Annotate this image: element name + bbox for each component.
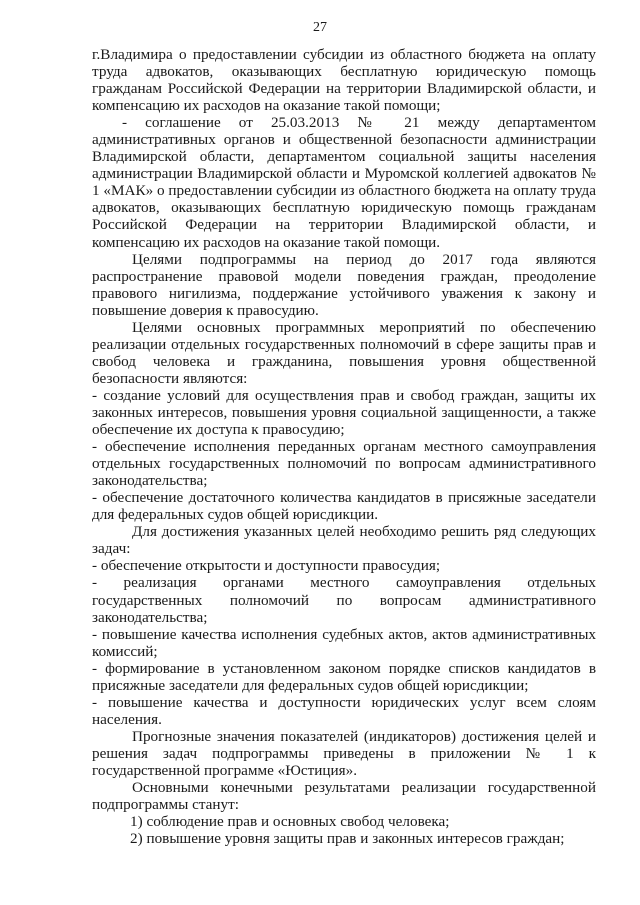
- task-item: - повышение качества и доступности юридических услуг всем слоям населения.: [92, 693, 596, 728]
- paragraph: г.Владимира о предоставлении субсидии из областного бюджета на оплату труда адвокатов, оказывающих бесплатную юридическую помощь гражданам Российской Федерации на территории Владимирской области, и компенсацию их расходов на оказание такой помощи;: [92, 46, 596, 115]
- task-item: - формирование в установленном законом порядке списков кандидатов в присяжные заседатели для федеральных судов общей юрисдикции;: [92, 659, 596, 694]
- paragraph-results-intro: Основными конечными результатами реализации государственной подпрограммы станут:: [92, 779, 596, 814]
- task-item: - повышение качества исполнения судебных актов, актов административных комиссий;: [92, 625, 596, 660]
- page-number: 27: [313, 20, 327, 35]
- agreement-item: - соглашение от 25.03.2013 № 21 между департаментом административных органов и общественной безопасности администрации Владимирской области, департаментом социальной защиты населения администрации Владимирской области и Муромской коллегией адвокатов № 1 «МАК» о предоставлении субсидии из областного бюджета на оплату труда адвокатов, оказывающих бесплатную юридическую помощь гражданам Российской Федерации на территории Владимирской области, и компенсацию их расходов на оказание такой помощи.: [92, 114, 596, 251]
- paragraph-tasks-intro: Для достижения указанных целей необходимо решить ряд следующих задач:: [92, 523, 596, 558]
- goal-item: - обеспечение исполнения переданных органам местного самоуправления отдельных государственных полномочий по вопросам административного законодательства;: [92, 438, 596, 490]
- task-item: - обеспечение открытости и доступности правосудия;: [92, 557, 441, 575]
- paragraph-activity-goals: Целями основных программных мероприятий по обеспечению реализации отдельных государственных полномочий в сфере защиты прав и свобод человека и гражданина, повышения уровня общественной безопасности являются:: [92, 318, 596, 387]
- paragraph-indicators: Прогнозные значения показателей (индикаторов) достижения целей и решения задач подпрограммы приведены в приложении № 1 к государственной программе «Юстиция».: [92, 727, 596, 779]
- goal-item: - обеспечение достаточного количества кандидатов в присяжные заседатели для федеральных судов общей юрисдикции.: [92, 489, 596, 524]
- result-item: 1) соблюдение прав и основных свобод человека;: [130, 813, 450, 831]
- goal-item: - создание условий для осуществления прав и свобод граждан, защиты их законных интересов, повышения уровня социальной защищенности, а также обеспечение их доступа к правосудию;: [92, 386, 596, 439]
- paragraph-subprogram-goals: Целями подпрограммы на период до 2017 года являются распространение правовой модели поведения граждан, преодоление правового нигилизма, поддержание устойчивого уважения к закону и повышение доверия к правосудию.: [92, 250, 596, 319]
- document-body: [92, 46, 596, 847]
- task-item: - реализация органами местного самоуправления отдельных государственных полномочий по вопросам административного законодательства;: [92, 574, 596, 626]
- result-item: 2) повышение уровня защиты прав и законных интересов граждан;: [130, 830, 565, 848]
